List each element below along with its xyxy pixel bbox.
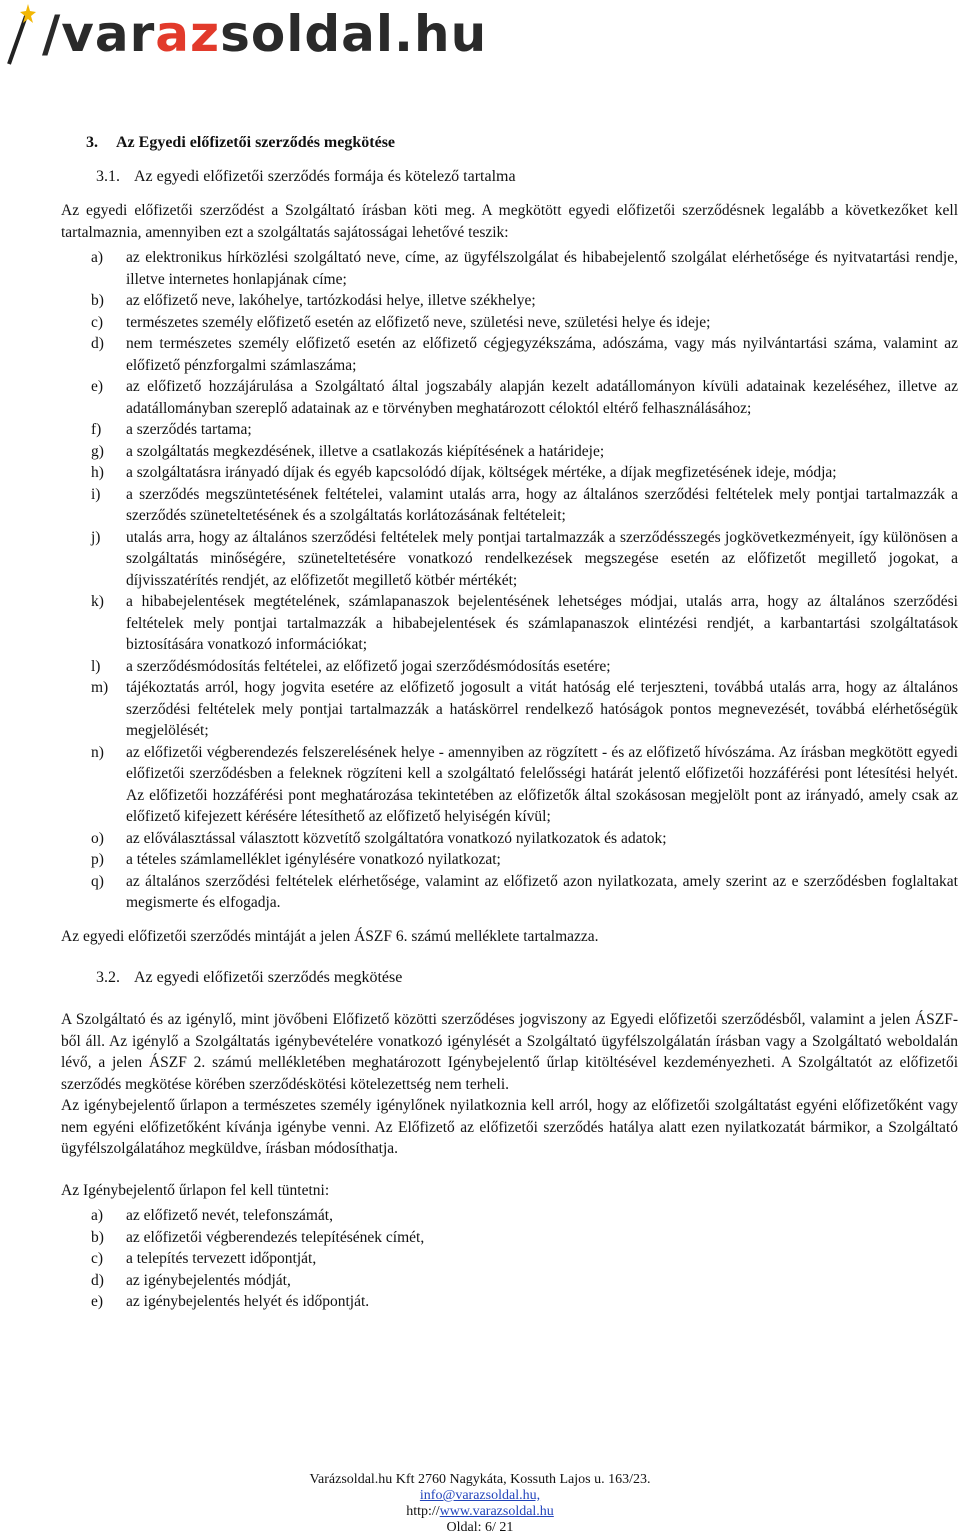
list-marker: a) [91, 249, 104, 266]
list-marker: o) [91, 829, 104, 847]
paragraph-declaration: Az igénybejelentő űrlapon a természetes személy igénylőnek nyilatkoznia kell arról, hogy az előfizetői szolgáltatást egyéni előfizetőként vagy nem egyéni előfizetőként kívánja igénybe venni. Az Előfizető az előfizetői szerződés hatálya alatt ezen nyilatkozatát bármikor, a Szolgáltató ügyfélszolgálatához megküldve, írásban módosíthatja. [61, 1097, 958, 1157]
list-text: az előválasztással választott közvetítő szolgáltatóra vonatkozó nyilatkozatok és adatok; [126, 829, 667, 847]
form-item [61, 1270, 958, 1292]
contract-content-item [61, 290, 958, 312]
list-text: az előfizető nevét, telefonszámát, [126, 1207, 333, 1224]
subsection-title: Az egyedi előfizetői szerződés megkötése [134, 969, 403, 986]
contract-content-item [61, 333, 958, 376]
magic-wand-icon [6, 2, 36, 66]
footer-web-prefix: http:// [406, 1504, 440, 1519]
list-marker: a) [91, 1207, 104, 1224]
list-text: a szerződésmódosítás feltételei, az előfizető jogai szerződésmódosítás esetére; [126, 657, 611, 675]
sample-note: Az egyedi előfizetői szerződés mintáját a jelen ÁSZF 6. számú melléklete tartalmazza. [61, 927, 599, 945]
section-3-2-heading [61, 967, 958, 989]
list-marker: d) [91, 335, 104, 352]
list-marker: b) [91, 1228, 104, 1246]
list-marker: n) [91, 743, 104, 761]
footer-page-number: Oldal: 6/ 21 [446, 1520, 514, 1535]
list-text: a szerződés tartama; [126, 421, 252, 438]
list-marker: q) [91, 872, 104, 890]
list-text: az előfizetői végberendezés telepítésének címét, [126, 1228, 425, 1246]
contract-content-item [61, 376, 958, 419]
section-3-heading [61, 132, 958, 154]
form-item [61, 1227, 958, 1249]
contract-content-item [61, 441, 958, 463]
subsection-number: 3.2. [96, 969, 120, 986]
list-text: nem természetes személy előfizető esetén az előfizető cégjegyzékszáma, adószáma, vagy más nyilvántartási száma, valamint az előfizető pénzforgalmi számlaszáma; [126, 335, 958, 374]
section-3-1-heading [61, 166, 958, 188]
list-text: természetes személy előfizető esetén az előfizető neve, születési neve, születési helye és ideje; [126, 313, 711, 331]
contract-content-item [61, 484, 958, 527]
list-text: a szolgáltatásra irányadó díjak és egyéb kapcsolódó díjak, költségek mértéke, a díjak megfizetésének ideje, módja; [126, 464, 837, 481]
contract-content-item [61, 527, 958, 592]
list-text: a szolgáltatás megkezdésének, illetve a csatlakozás kiépítésének a határideje; [126, 442, 605, 460]
contract-content-item [61, 247, 958, 290]
contract-content-item [61, 871, 958, 914]
list-text: a hibabejelentések megtételének, számlapanaszok bejelentésének lehetséges módjai, utalás arra, hogy az általános szerződési feltételek mely pontjai tartalmazzák a hibabejelentések és számlapanaszok elintézési rendjét, a karbantartási szolgáltatások biztosítására vonatkozó információkat; [126, 593, 958, 653]
list-marker: m) [91, 679, 109, 696]
list-marker: i) [91, 485, 101, 503]
list-marker: h) [91, 464, 104, 481]
contract-content-item [61, 312, 958, 334]
paragraph-contract: A Szolgáltató és az igénylő, mint jövőbeni Előfizető közötti szerződéses jogviszony az Egyedi előfizetői szerződésből, valamint a jelen ÁSZF-ből áll. Az igénylő a Szolgáltatás igénybevételére vonatkozó igénylését a Szolgáltató ügyfélszolgálatán írásban vagy a Szolgáltató weboldalán lévő, a jelen ÁSZF 2. számú mellékletében meghatározott Igénybejelentő űrlap kitöltésével kezdeményezheti. A Szolgáltatót az előfizetői szerződés megkötése körében szerződéskötési kötelezettség nem terheli. [61, 1011, 958, 1093]
varazsoldal-logo [2, 0, 488, 70]
list-text: az előfizető hozzájárulása a Szolgáltató által jogszabály alapján kezelt adatállományon kívüli adatainak kezeléséhez, illetve az adatállományban szereplő adatainak az e törvényben meghatározott céloktól eltérő felhasználásához; [126, 378, 958, 417]
list-text: az igénybejelentés módját, [126, 1271, 291, 1289]
list-marker: p) [91, 851, 104, 868]
list-marker: e) [91, 378, 104, 395]
logo-wordmark [42, 4, 487, 64]
section-title: Az Egyedi előfizetői szerződés megkötése [116, 134, 396, 151]
list-marker: k) [91, 593, 104, 610]
list-text: az általános szerződési feltételek elérhetősége, valamint az előfizető azon nyilatkozata, amely szerint az e szerződésben foglaltakat megismerte és elfogadja. [126, 872, 958, 911]
list-marker: e) [91, 1293, 104, 1310]
list-text: az előfizetői végberendezés felszerelésének helye - amennyiben az rögzített - és az előfizető hívószáma. Az írásban megkötött egyedi előfizetői szerződésben a feleknek rögzíteni kell a szolgáltató felelősségi határát jelentő előfizetői hozzáférési pont létesítési helyét. Az előfizetői hozzáférési pont meghatározása tekintetében az előfizetők által szokásosan megjelölt pont az irányadó, amely csak az előfizető kifejezett kérésére létesíthető az előfizető helyiségén kívül; [126, 743, 958, 825]
list-marker: c) [91, 313, 104, 331]
intro-paragraph: Az egyedi előfizetői szerződést a Szolgáltató írásban köti meg. A megkötött egyedi előfizetői szerződésnek legalább a következőket kell tartalmaznia, amennyiben ezt a szolgáltatás sajátosságai lehetővé teszik: [61, 202, 958, 241]
list-text: a tételes számlamelléklet igénylésére vonatkozó nyilatkozat; [126, 851, 501, 868]
list-text: az elektronikus hírközlési szolgáltató neve, címe, az ügyfélszolgálat és hibabejelentő szolgálat elérhetősége és nyitvatartási rendje, illetve internetes honlapjának címe; [126, 249, 958, 288]
form-intro: Az Igénybejelentő űrlapon fel kell tüntetni: [61, 1181, 330, 1199]
footer-email-link[interactable]: info@varazsoldal.hu, [419, 1488, 541, 1503]
logo-text-1: /var [42, 5, 156, 63]
contract-content-item [61, 591, 958, 656]
form-items-list [61, 1205, 958, 1313]
contract-content-item [61, 742, 958, 828]
list-text: a szerződés megszüntetésének feltételei, valamint utalás arra, hogy az általános szerződési feltételek mely pontjai tartalmazzák a szerződés szüneteltetésének és a szolgáltatás korlátozásának feltételeit; [126, 485, 958, 524]
list-text: a telepítés tervezett időpontját, [126, 1250, 317, 1267]
form-item [61, 1291, 958, 1313]
section-number: 3. [86, 134, 98, 151]
list-marker: g) [91, 442, 104, 460]
list-marker: b) [91, 292, 104, 309]
list-text: az előfizető neve, lakóhelye, tartózkodási helye, illetve székhelye; [126, 292, 536, 309]
contract-content-item [61, 462, 958, 484]
page-footer [0, 1472, 960, 1536]
contract-content-item [61, 849, 958, 871]
contract-content-item [61, 828, 958, 850]
subsection-title: Az egyedi előfizetői szerződés formája és kötelező tartalma [134, 168, 516, 185]
logo-text-2: az [155, 5, 221, 63]
list-marker: j) [91, 528, 101, 546]
list-text: az igénybejelentés helyét és időpontját. [126, 1293, 370, 1310]
list-marker: f) [91, 421, 102, 438]
document-body [61, 132, 958, 1313]
footer-address: Varázsoldal.hu Kft 2760 Nagykáta, Kossuth Lajos u. 163/23. [309, 1472, 651, 1487]
footer-web-link[interactable]: www.varazsoldal.hu [439, 1504, 554, 1519]
list-marker: d) [91, 1271, 104, 1289]
logo-text-3: soldal.hu [220, 5, 488, 63]
contract-content-item [61, 656, 958, 678]
list-marker: l) [91, 657, 101, 675]
form-item [61, 1205, 958, 1227]
subsection-number: 3.1. [96, 168, 120, 185]
form-item [61, 1248, 958, 1270]
list-text: tájékoztatás arról, hogy jogvita esetére az előfizető jogosult a vitát hatóság elé terjeszteni, továbbá utalás arra, hogy az általános szerződési feltételek mely pontjai tartalmazzák a hatáskörrel rendelkező hatóságok pontos megnevezését, továbbá elérhetőségük megjelölését; [126, 679, 958, 739]
contract-content-item [61, 419, 958, 441]
contract-content-item [61, 677, 958, 742]
contents-list [61, 247, 958, 914]
list-marker: c) [91, 1250, 104, 1267]
list-text: utalás arra, hogy az általános szerződési feltételek mely pontjai tartalmazzák a szerződésszegés jogkövetkezményeit, így különösen a szolgáltatás minőségére, szüneteltetésére vonatkozó rendelkezések megszegése esetén az előfizetőt megillető jogokat, a díjvisszatérítés rendjét, az előfizetőt megillető kötbér mértékét; [126, 528, 958, 589]
